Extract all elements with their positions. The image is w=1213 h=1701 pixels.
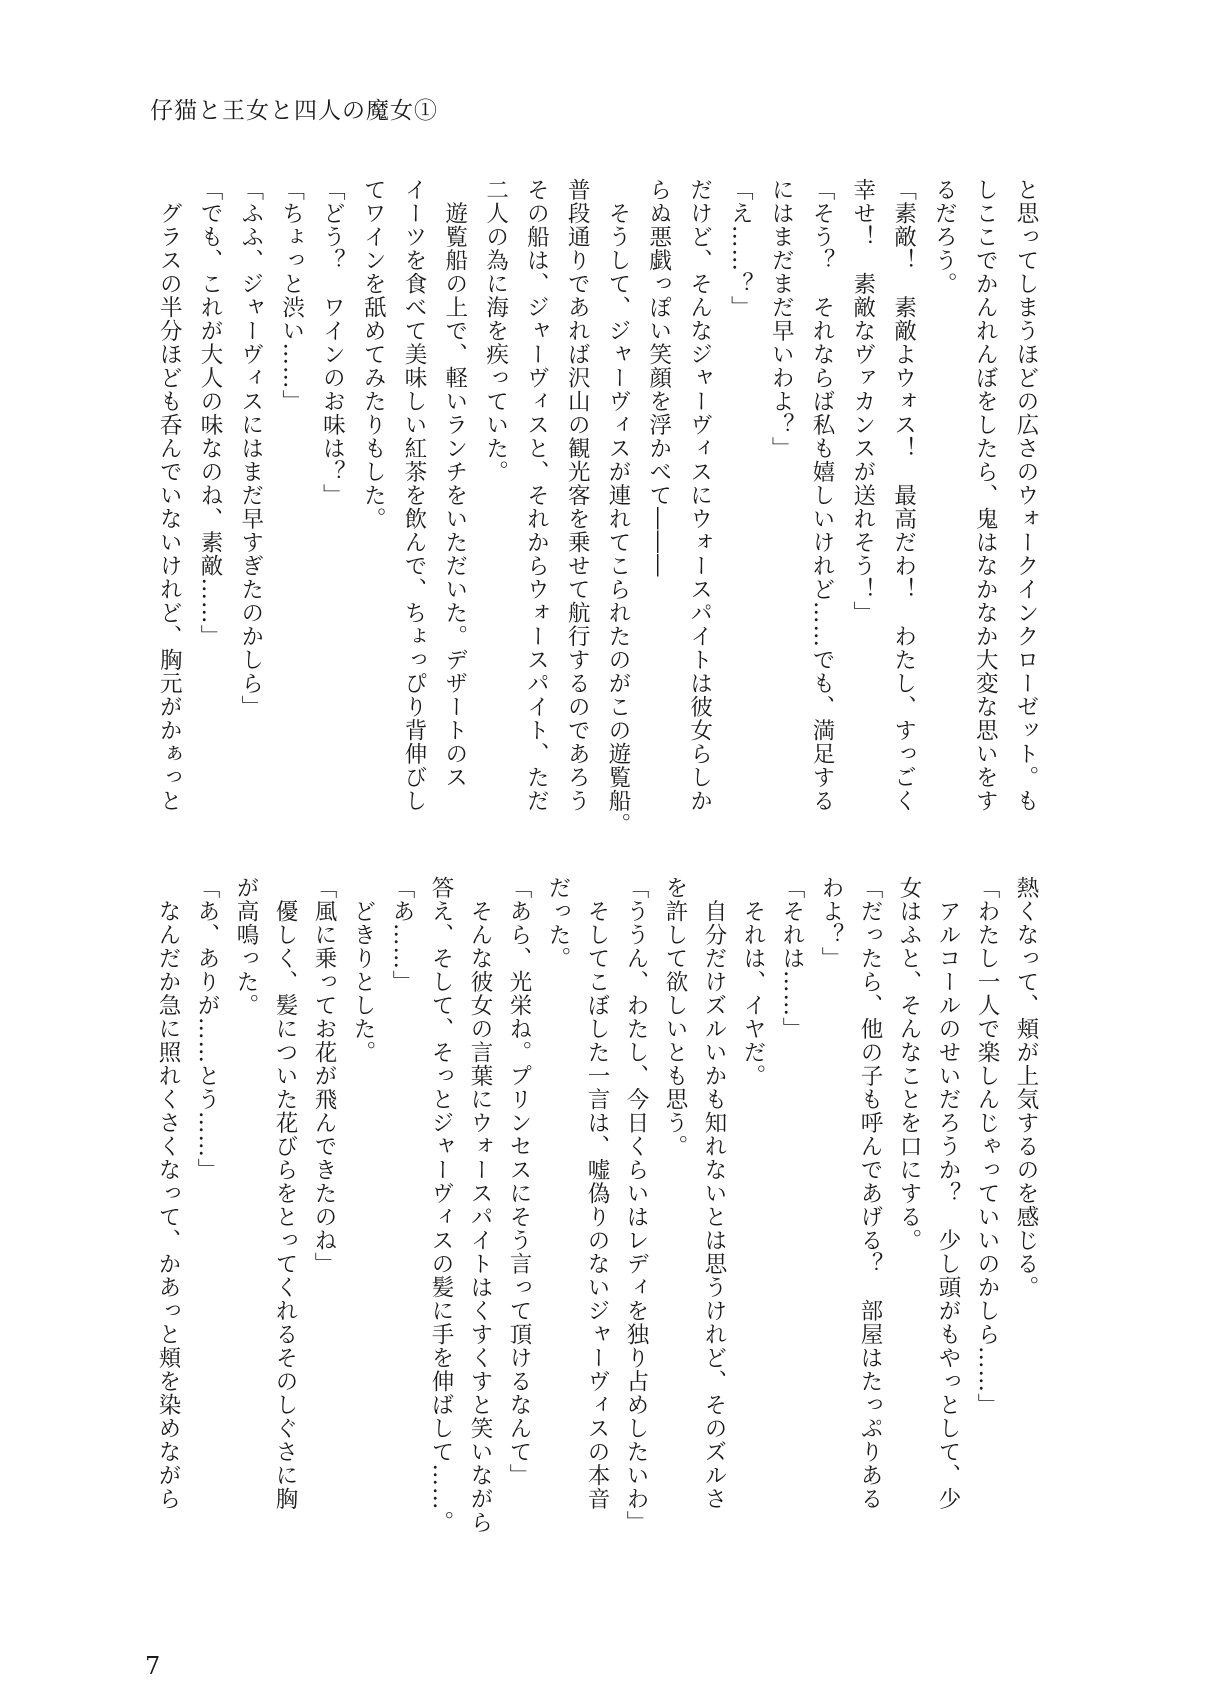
text-line: 「でも、これが大人の味なのね、素敵……」 — [197, 178, 223, 648]
text-line: 女はふと、そんなことを口にする。 — [896, 876, 922, 1252]
text-line: だった。 — [545, 876, 571, 970]
text-line: なんだか急に照れくさくなって、かあっと頬を染めながら — [155, 876, 181, 1511]
text-line: 「素敵！ 素敵よウォス！ 最高だわ！ わたし、すっごく — [890, 178, 917, 813]
text-line: しここでかんれんぼをしたら、鬼はなかなか大変な思いをす — [972, 178, 999, 813]
text-line: 「そう？ それならば私も嬉しいけれど……でも、満足する — [809, 178, 835, 813]
text-line: そんな彼女の言葉にウォースパイトはくすくすと笑いながら — [467, 876, 493, 1534]
text-line: 「あ……」 — [389, 876, 415, 994]
text-line: どきりとした。 — [350, 876, 376, 1064]
text-line: 「風に乗ってお花が飛んできたのね」 — [311, 876, 337, 1276]
text-line: 優しく、髪についた花びらをとってくれるそのしぐさに胸 — [272, 876, 298, 1511]
text-line: その船は、ジャーヴィスと、それからウォースパイト、ただ — [523, 178, 550, 813]
text-line: 遊覧船の上で、軽いランチをいただいた。デザートのス — [441, 178, 468, 789]
text-line: 幸せ！ 素敵なヴァカンスが送れそう！」 — [849, 178, 876, 625]
text-line: それは、イヤだ。 — [740, 876, 766, 1088]
text-line: 二人の為に海を疾っていた。 — [482, 178, 509, 484]
text-line: 「あら、光栄ね。プリンセスにそう言って頂けるなんて」 — [506, 876, 532, 1487]
text-line: 答え、そして、そっとジャーヴィスの髪に手を伸ばして……。 — [428, 876, 454, 1534]
text-line: 「ちょっと渋い……」 — [278, 178, 305, 413]
text-line: グラスの半分ほども呑んでいないけれど、胸元がかぁっと — [156, 178, 183, 813]
page-number: 7 — [145, 1652, 161, 1680]
text-line: 「ふふ、ジャーヴィスにはまだ早すぎたのかしら」 — [237, 178, 264, 719]
text-line: だけど、そんなジャーヴィスにウォースパイトは彼女らしか — [686, 178, 713, 813]
text-line: 「どう？ ワインのお味は？」 — [319, 178, 346, 507]
text-line: と思ってしまうほどの広さのウォークインクローゼット。も — [1013, 178, 1039, 813]
text-line: そしてこぼした一言は、嘘偽りのないジャーヴィスの本音 — [584, 876, 610, 1511]
text-line: らぬ悪戯っぽい笑顔を浮かべて――― — [645, 178, 672, 578]
text-line: 「わたし一人で楽しんじゃっていいのかしら……」 — [974, 876, 1000, 1417]
text-line: てワインを舐めてみたりもした。 — [360, 178, 387, 531]
text-line: を許して欲しいとも思う。 — [662, 876, 688, 1158]
text-line: イーツを食べて美味しい紅茶を飲んで、ちょっぴり背伸びし — [401, 178, 427, 813]
text-line: そうして、ジャーヴィスが連れてこられたのがこの遊覧船。 — [605, 178, 631, 836]
text-line: 「あ、ありが……とう……」 — [194, 876, 220, 1182]
text-line: 熱くなって、頬が上気するのを感じる。 — [1013, 876, 1039, 1299]
text-line: 「それは……」 — [779, 876, 805, 1041]
text-line: 自分だけズルいかも知れないとは思うけれど、そのズルさ — [701, 876, 727, 1511]
text-line: 「え……？」 — [727, 178, 754, 319]
text-line: 「ううん、わたし、今日くらいはレディを独り占めしたいわ」 — [623, 876, 649, 1534]
text-line: にはまだまだ早いわよ？」 — [768, 178, 795, 460]
text-line: が高鳴った。 — [233, 876, 259, 1017]
text-line: わよ？」 — [818, 876, 844, 970]
text-line: 普段通りであれば沢山の観光客を乗せて航行するのであろう — [564, 178, 591, 813]
text-line: アルコールのせいだろうか？ 少し頭がもやっとして、少 — [935, 876, 961, 1511]
text-line: 「だったら、他の子も呼んであげる？ 部屋はたっぷりある — [857, 876, 883, 1511]
text-line: るだろう。 — [931, 178, 958, 296]
page-title: 仔猫と王女と四人の魔女① — [150, 98, 438, 124]
